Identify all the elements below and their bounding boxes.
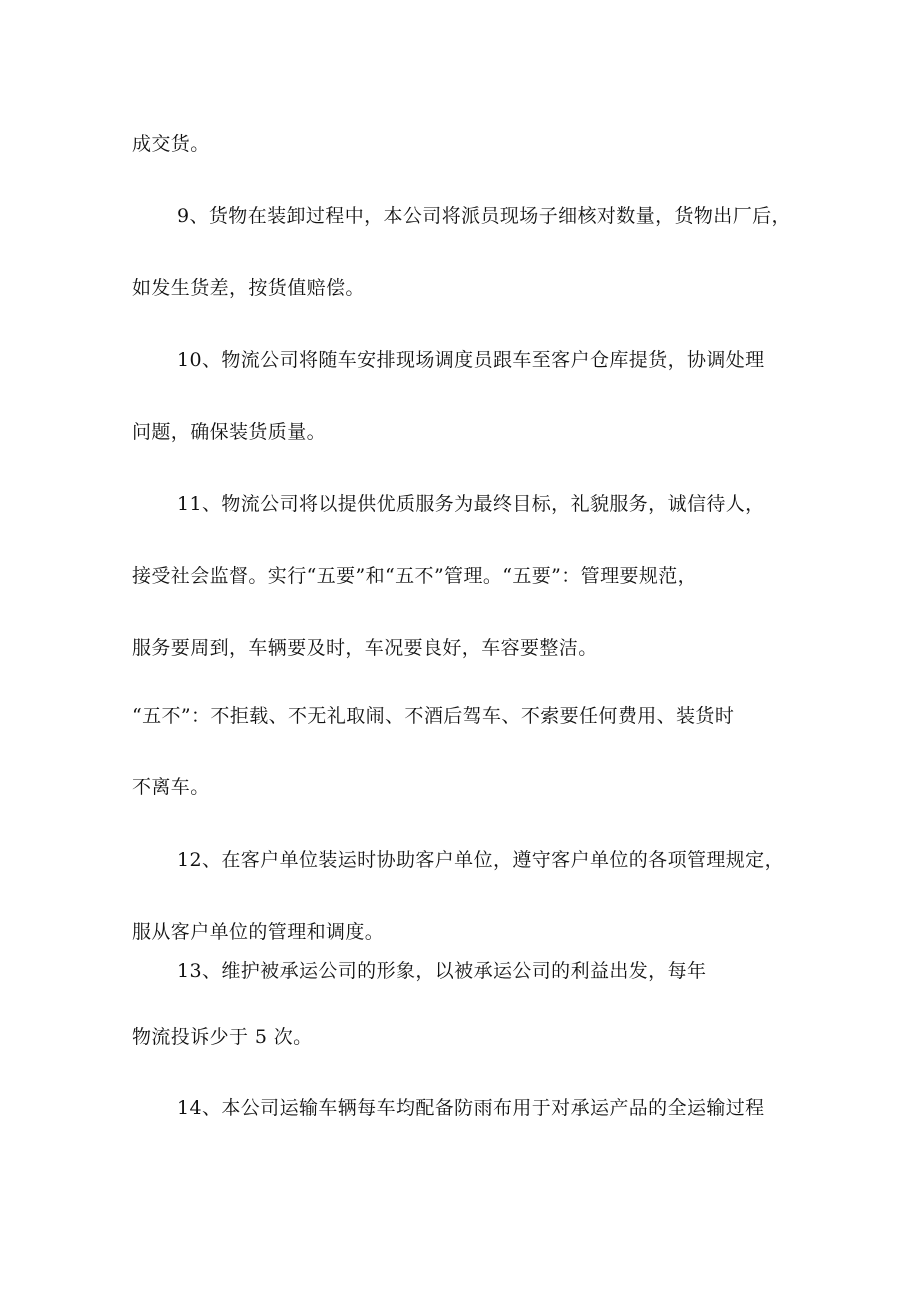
text-line-12: 服从客户单位的管理和调度。 — [132, 921, 385, 943]
text-line-3: 如发生货差，按货值赔偿。 — [132, 277, 365, 299]
text-line-14: 物流投诉少于 5 次。 — [132, 1026, 313, 1048]
text-line-5: 问题，确保装货质量。 — [132, 421, 327, 443]
text-line-11: 12、在客户单位装运时协助客户单位，遵守客户单位的各项管理规定， — [177, 849, 784, 871]
text-line-13: 13、维护被承运公司的形象，以被承运公司的利益出发，每年 — [177, 960, 707, 982]
text-line-2: 9、货物在装卸过程中，本公司将派员现场子细核对数量，货物出厂后， — [177, 205, 791, 227]
text-line-6: 11、物流公司将以提供优质服务为最终目标，礼貌服务，诚信待人， — [177, 493, 765, 515]
text-line-7: 接受社会监督。实行“五要”和“五不”管理。“五要”：管理要规范， — [132, 565, 698, 587]
text-line-15: 14、本公司运输车辆每车均配备防雨布用于对承运产品的全运输过程 — [177, 1097, 765, 1119]
text-line-1: 成交货。 — [132, 133, 210, 155]
text-line-9: “五不”：不拒载、不无礼取闹、不酒后驾车、不索要任何费用、装货时 — [132, 705, 735, 727]
text-line-10: 不离车。 — [132, 776, 210, 798]
text-line-8: 服务要周到，车辆要及时，车况要良好，车容要整洁。 — [132, 637, 598, 659]
text-line-4: 10、物流公司将随车安排现场调度员跟车至客户仓库提货，协调处理 — [177, 349, 765, 371]
